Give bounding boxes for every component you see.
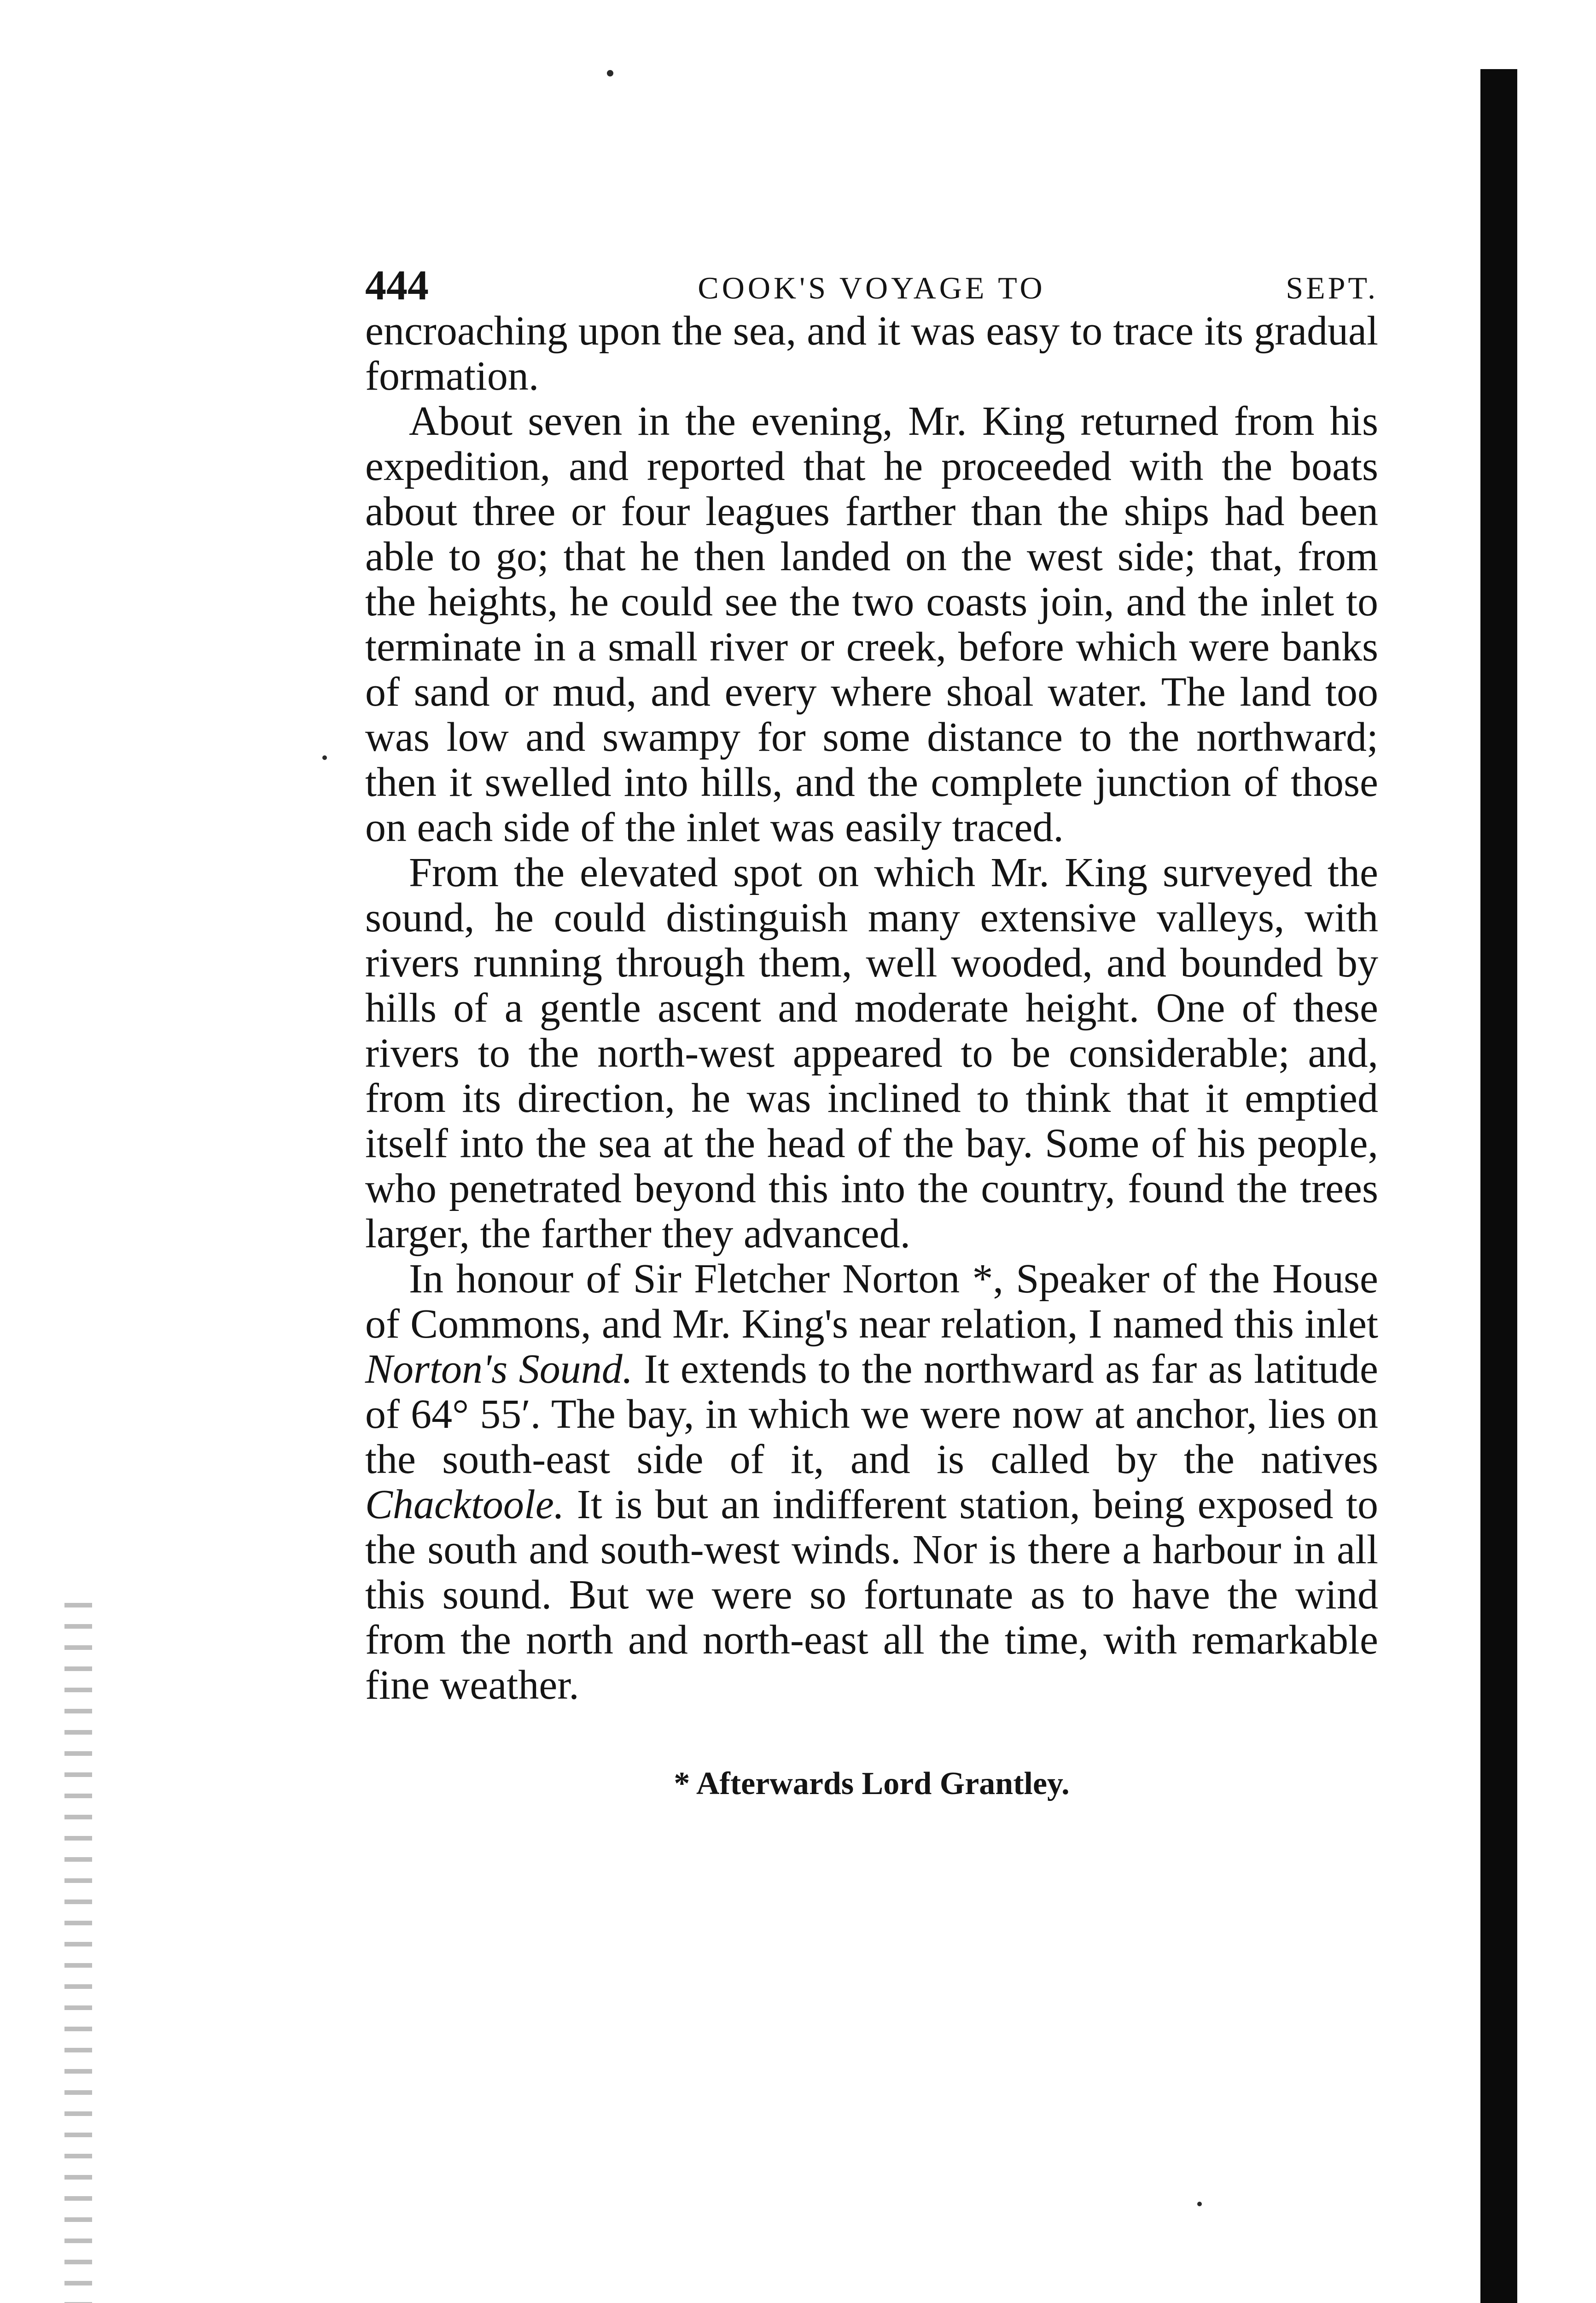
italic-place-name: Norton's Sound. <box>365 1346 633 1392</box>
scan-spine-shadow <box>1480 69 1517 2303</box>
paragraph-text-part: In honour of Sir Fletcher Norton *, Speaker of the House of Commons, and Mr. King's near relation, I named this inlet <box>365 1256 1378 1347</box>
scan-speck <box>322 755 327 760</box>
running-month: SEPT. <box>1286 270 1378 305</box>
page-number: 444 <box>365 262 429 309</box>
body-text <box>365 309 1378 1708</box>
running-title: COOK'S VOYAGE TO <box>698 270 1046 305</box>
footnote: * Afterwards Lord Grantley. <box>674 1766 1070 1801</box>
paragraph-king-returns: About seven in the evening, Mr. King returned from his expedition, and reported that he proceeded with the boats about three or four leagues farther than the ships had been able to go; that he then landed on the west side; that, from the heights, he could see the two coasts join, and the inlet to terminate in a small river or creek, before which were banks of sand or mud, and every where shoal water. The land too was low and swampy for some distance to the northward; then it swelled into hills, and the complete junction of those on each side of the inlet was easily traced. <box>365 398 1378 850</box>
paragraph-text-part: It extends to the northward as far as latitude of 64° 55′. The bay, in which we were now at anchor, lies on the south-east side of it, and is called by the natives <box>365 1346 1378 1482</box>
book-page <box>365 258 1378 1802</box>
paragraph-valleys: From the elevated spot on which Mr. King surveyed the sound, he could distinguish many extensive valleys, with rivers running through them, well wooded, and bounded by hills of a gentle ascent and moderate height. One of these rivers to the north-west appeared to be considerable; and, from its direction, he was inclined to think that it emptied itself into the sea at the head of the bay. Some of his people, who penetrated beyond this into the country, found the trees larger, the farther they advanced. <box>365 850 1378 1257</box>
scan-speck <box>1197 2202 1202 2206</box>
paragraph-continuation: encroaching upon the sea, and it was easy to trace its gradual formation. <box>365 308 1378 399</box>
running-head <box>365 258 1378 309</box>
paragraph-nortons-sound <box>365 1257 1378 1708</box>
paragraph-text-part: It is but an indifferent station, being exposed to the south and south-west winds. Nor is there a harbour in all this sound. But we were so fortunate as to have the wind from the north and north-east all the time, with remarkable fine weather. <box>365 1482 1378 1708</box>
italic-place-name: Chacktoole. <box>365 1482 565 1527</box>
scan-margin-marks <box>64 1603 92 2303</box>
scan-speck <box>607 70 613 76</box>
